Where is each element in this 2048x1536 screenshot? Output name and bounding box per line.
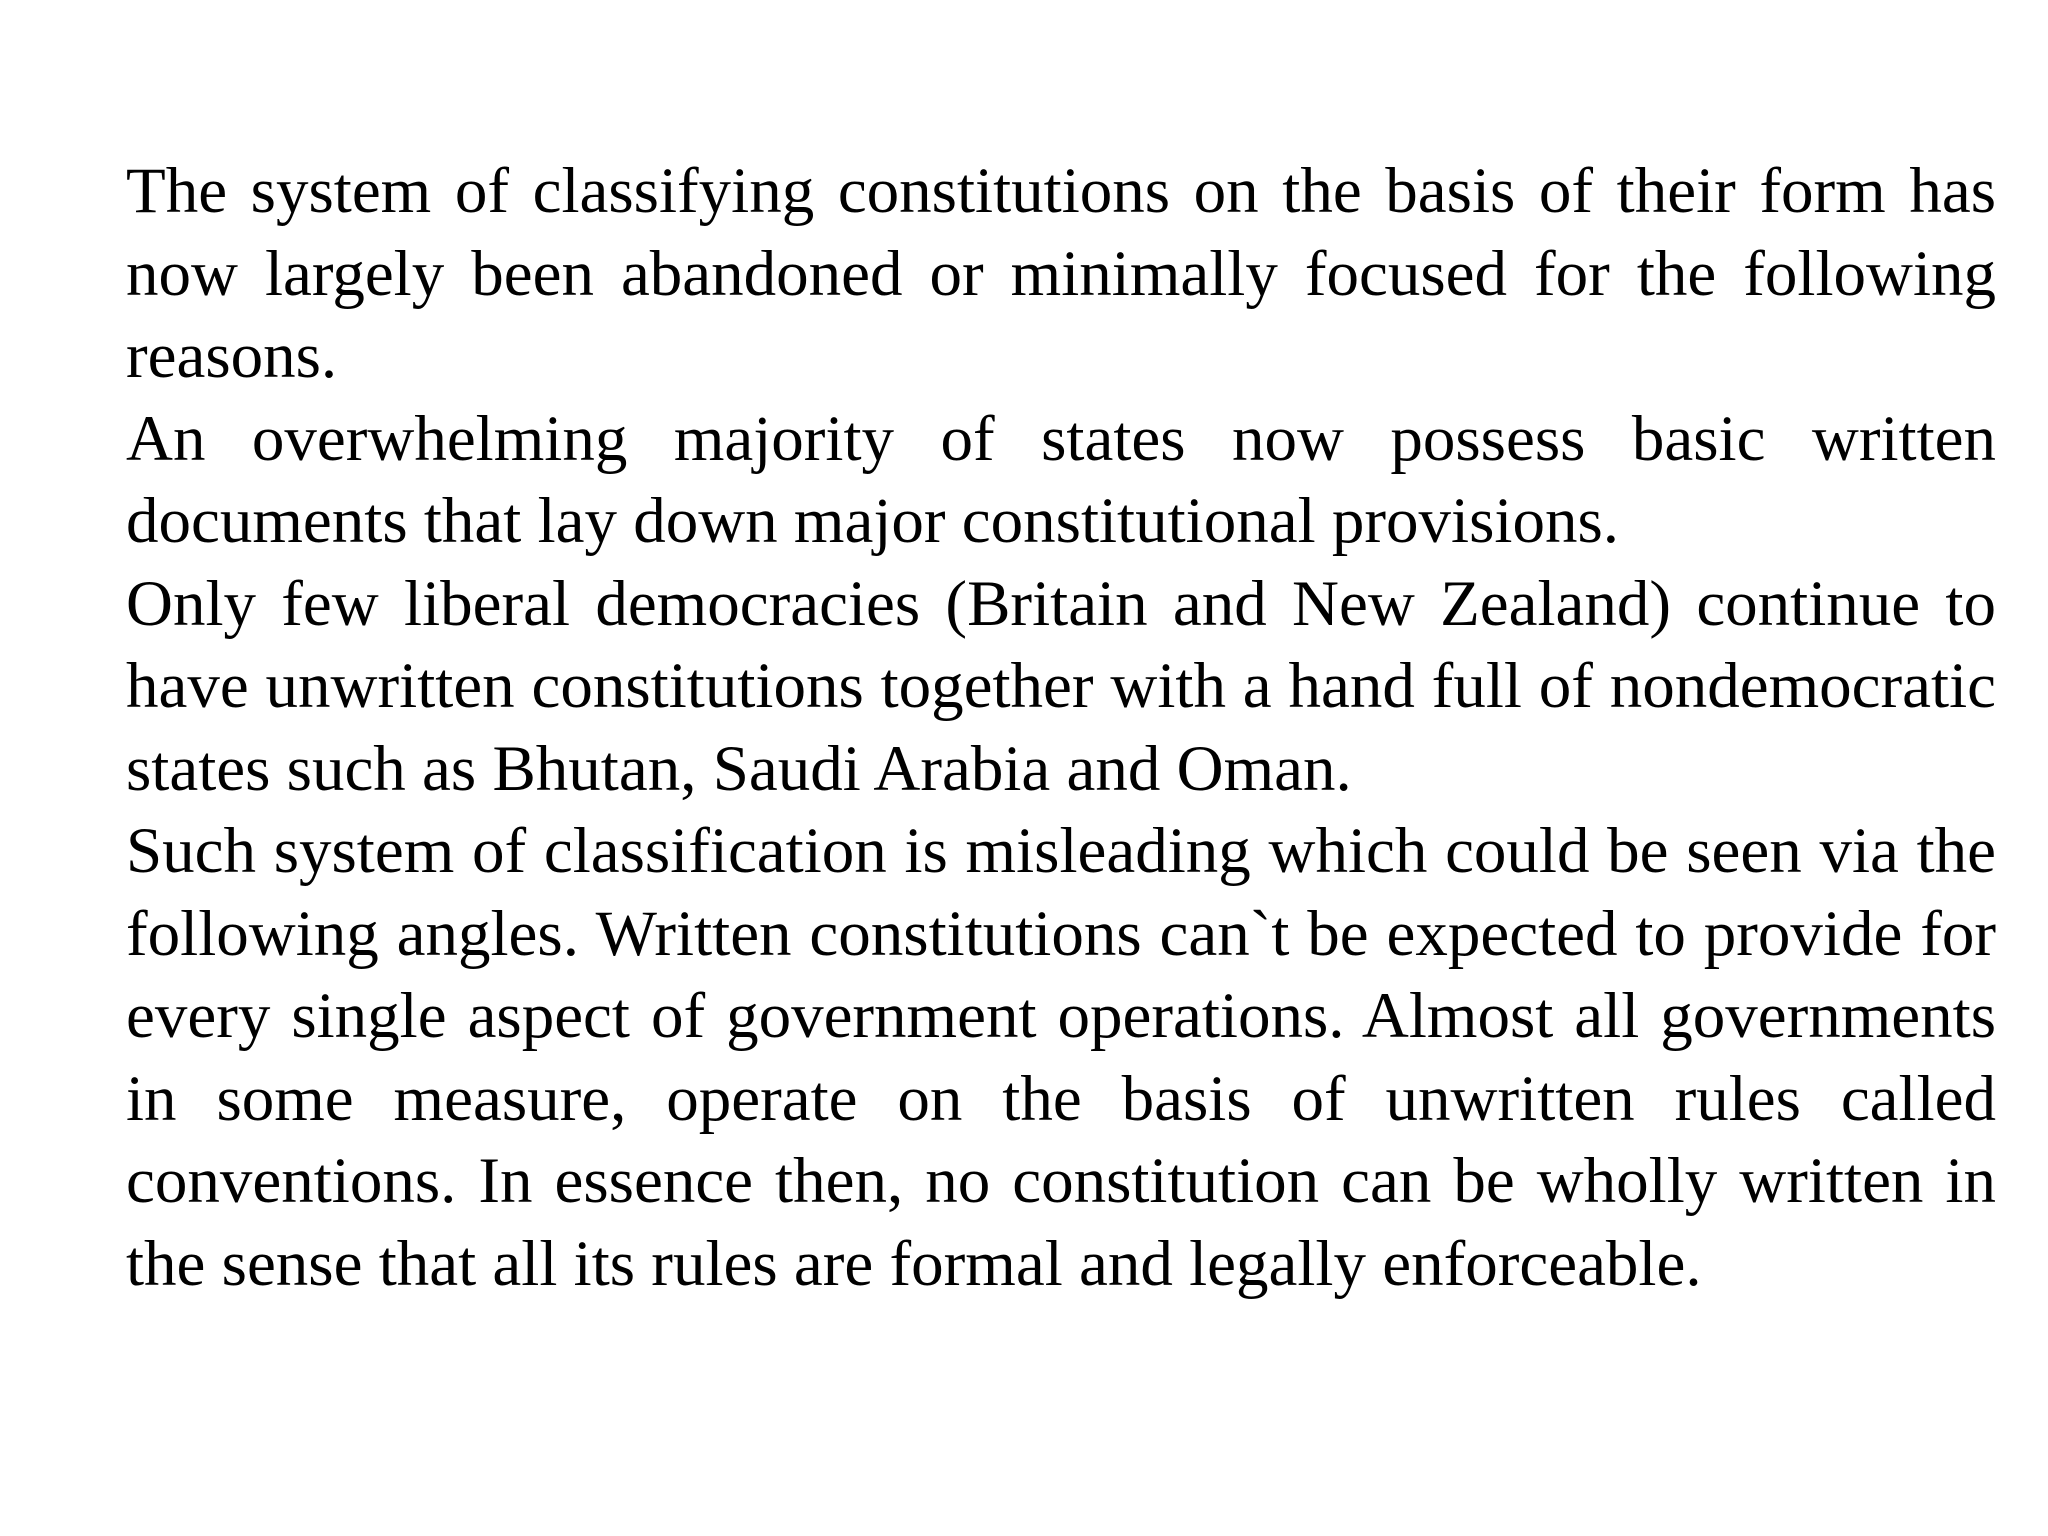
paragraph-unwritten-constitutions: Only few liberal democracies (Britain and New Zealand) continue to have unwritten constitutions together with a hand full of nondemocratic states such as Bhutan, Saudi Arabia and Oman. [126, 567, 1996, 805]
paragraph-intro: The system of classifying constitutions on the basis of their form has now largely been abandoned or minimally focused for the following reasons. [126, 155, 1996, 392]
body-text [126, 150, 1996, 1305]
paragraph-misleading-classification: Such system of classification is misleading which could be seen via the following angles. Written constitutions can`t be expected to provide for every single aspect of government operations. Almost all governments in some measure, operate on the basis of unwritten rules called conventions. In essence then, no constitution can be wholly written in the sense that all its rules are formal and legally enforceable. [126, 815, 1996, 1300]
paragraph-written-documents: An overwhelming majority of states now possess basic written documents that lay down major constitutional provisions. [126, 402, 1996, 557]
